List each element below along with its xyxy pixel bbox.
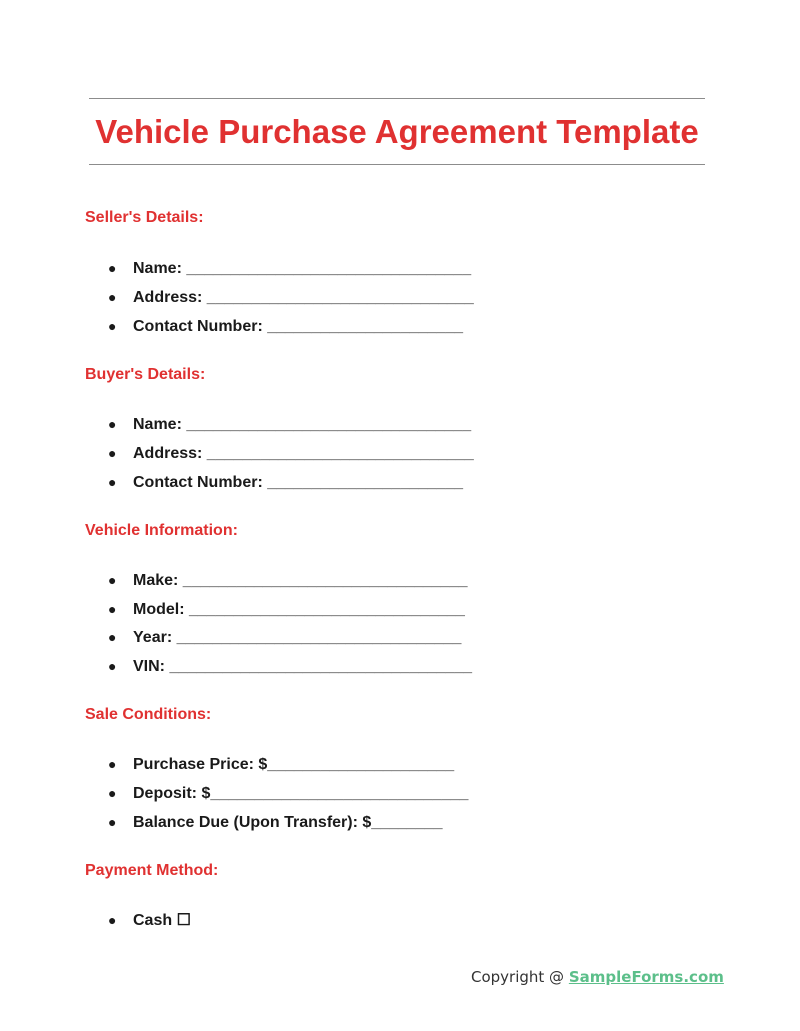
bullet-icon: ● [108, 474, 117, 490]
sampleforms-link[interactable]: SampleForms.com [568, 968, 724, 986]
bullet-icon: ● [108, 912, 117, 928]
page-title: Vehicle Purchase Agreement Template [95, 113, 699, 150]
field-year: ● Year: ________________________________ [108, 629, 462, 646]
bullet-icon: ● [108, 260, 117, 276]
bullet-icon: ● [108, 445, 117, 461]
section-heading-buyer: Buyer's Details: [85, 366, 206, 383]
bottom-divider [89, 164, 705, 165]
field-balance-due: ● Balance Due (Upon Transfer): $________ [108, 814, 443, 831]
field-seller-address: ● Address: ______________________________ [108, 289, 474, 306]
field-model: ● Model: _______________________________ [108, 601, 465, 618]
bullet-icon: ● [108, 289, 117, 305]
field-vin: ● VIN: __________________________________ [108, 658, 472, 675]
copyright-footer: Copyright @ SampleForms.com [471, 968, 724, 986]
field-make: ● Make: ________________________________ [108, 572, 468, 589]
field-seller-name: ● Name: ________________________________ [108, 260, 472, 277]
bullet-icon: ● [108, 601, 117, 617]
bullet-icon: ● [108, 318, 117, 334]
bullet-icon: ● [108, 629, 117, 645]
top-divider [89, 98, 705, 99]
bullet-icon: ● [108, 814, 117, 830]
field-buyer-name: ● Name: ________________________________ [108, 416, 472, 433]
field-buyer-contact: ● Contact Number: ______________________ [108, 474, 463, 491]
section-heading-seller: Seller's Details: [85, 209, 204, 226]
section-heading-vehicle: Vehicle Information: [85, 522, 238, 539]
bullet-icon: ● [108, 785, 117, 801]
field-purchase-price: ● Purchase Price: $_____________________ [108, 756, 455, 773]
field-seller-contact: ● Contact Number: ______________________ [108, 318, 463, 335]
bullet-icon: ● [108, 756, 117, 772]
bullet-icon: ● [108, 416, 117, 432]
bullet-icon: ● [108, 658, 117, 674]
bullet-icon: ● [108, 572, 117, 588]
field-buyer-address: ● Address: ______________________________ [108, 445, 474, 462]
field-deposit: ● Deposit: $_____________________________ [108, 785, 469, 802]
section-heading-sale: Sale Conditions: [85, 706, 212, 723]
checkbox-cash[interactable]: ● Cash ☐ [108, 912, 191, 929]
section-heading-payment: Payment Method: [85, 862, 219, 879]
